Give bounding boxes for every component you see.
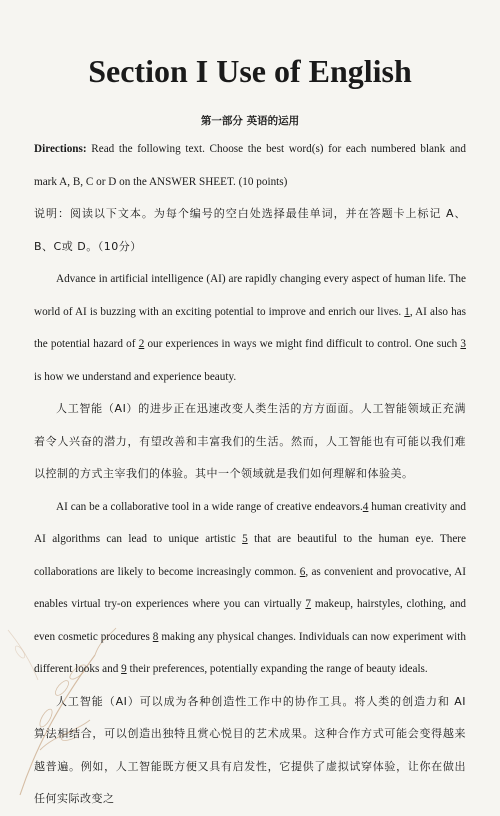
passage-text: making any physical changes. Individuals can now experiment with different looks and <box>34 630 466 675</box>
blank-3[interactable]: 3 <box>460 338 466 350</box>
passage-paragraph-2 <box>34 491 466 686</box>
blank-4[interactable]: 4 <box>362 500 369 513</box>
passage-paragraph-1-cn: 人工智能（AI）的进步正在迅速改变人类生活的方方面面。人工智能领域正充满着令人兴奋的潜力，有望改善和丰富我们的生活。然而，人工智能也有可能以我们难以控制的方式主宰我们的体验。其中一个领域就是我们如何理解和体验美。 <box>34 402 466 480</box>
passage-text: , as convenient and provocative, AI enables virtual try-on experiences where you can virtually <box>34 565 466 610</box>
directions-paragraph <box>34 133 466 198</box>
section-title: Section I Use of English <box>88 53 412 89</box>
passage-text: human creativity and AI algorithms can lead to unique artistic <box>34 500 466 545</box>
passage-text: AI can be a collaborative tool in a wide range of creative endeavors. <box>56 500 363 513</box>
directions-label: Directions: <box>34 143 87 155</box>
passage-text: makeup, hairstyles, clothing, and even cosmetic procedures <box>34 598 467 643</box>
directions-cn-paragraph: 说明：阅读以下文本。为每个编号的空白处选择最佳单词，并在答题卡上标记 A、B、C或 D。（10分） <box>34 207 466 253</box>
blank-9[interactable]: 9 <box>121 663 127 675</box>
blank-7[interactable]: 7 <box>305 598 312 610</box>
blank-2[interactable]: 2 <box>138 338 145 350</box>
passage-text: Advance in artificial intelligence (AI) are rapidly changing every aspect of human life. The world of AI is buzzing with an exciting potential to improve and enrich our lives. <box>34 273 466 318</box>
blank-5[interactable]: 5 <box>242 533 248 545</box>
passage-paragraph-1 <box>34 263 466 393</box>
passage-text: their preferences, potentially expanding the range of beauty ideals. <box>126 663 428 675</box>
blank-1[interactable]: 1 <box>404 305 410 318</box>
passage-paragraph-2-cn: 人工智能（AI）可以成为各种创造性工作中的协作工具。将人类的创造力和 AI 算法相结合，可以创造出独特且赏心悦目的艺术成果。这种合作方式可能会变得越来越普遍。例如，人工智能既方便又具有启发性，它提供了虚拟试穿体验，让你在做出任何实际改变之 <box>34 694 466 805</box>
passage-text: our experiences in ways we might find difficult to control. One such <box>144 338 461 350</box>
passage-text: is how we understand and experience beauty. <box>34 370 237 383</box>
section-subtitle: 第一部分 英语的运用 <box>200 115 300 127</box>
blank-8[interactable]: 8 <box>152 630 159 643</box>
passage-text: , AI also has the potential hazard of <box>34 305 467 350</box>
directions-text: Read the following text. Choose the best word(s) for each numbered blank and mark A, B, C or D on the ANSWER SHEET. (10 points) <box>34 143 466 188</box>
document-body <box>34 40 466 816</box>
blank-6[interactable]: 6 <box>299 565 306 578</box>
passage-text: that are beautiful to the human eye. There collaborations are likely to become increasingly common. <box>34 533 466 578</box>
